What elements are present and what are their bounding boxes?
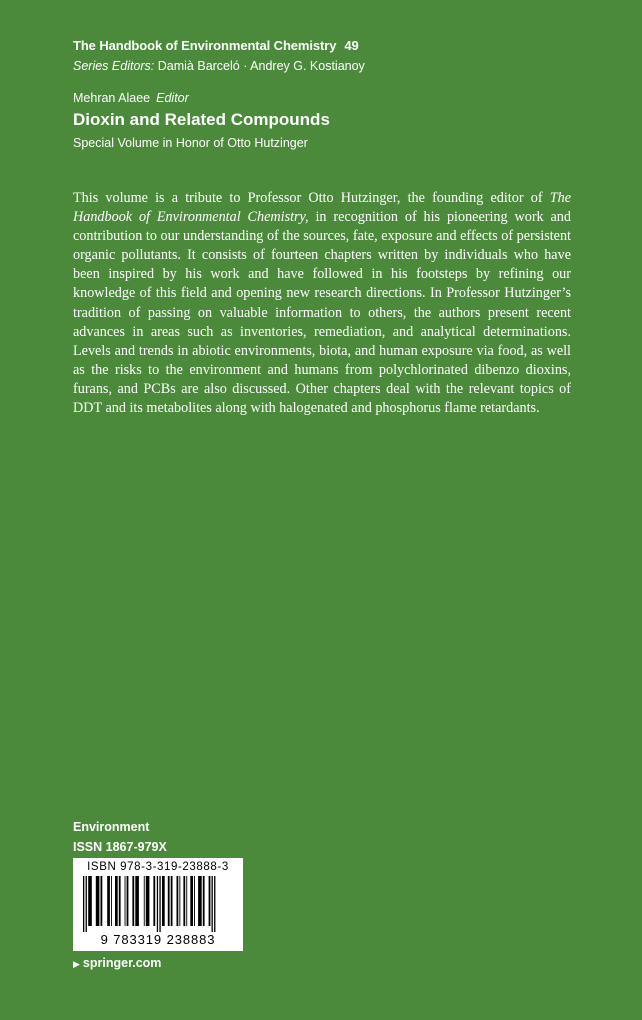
barcode-bar <box>157 876 158 932</box>
springer-website-link[interactable] <box>73 956 161 970</box>
series-title: The Handbook of Environmental Chemistry <box>73 38 337 53</box>
book-title: Dioxin and Related Compounds <box>73 110 330 129</box>
barcode-bar <box>135 876 139 926</box>
series-editors-label: Series Editors: <box>73 59 155 73</box>
barcode-bar <box>179 876 180 926</box>
blurb-text-rest: in recognition of his pioneering work and contribution to our understanding of the sources, fate, exposure and effects of persistent organic pollutants. It consists of fourteen chapters written by individuals who have been inspired by his work and have followed in his footsteps by refining our knowledge of this field and opening new research directions. In Professor Hutzinger’s tradition of passing on valuable information to others, the authors present recent advances in areas such as inventories, remediation, and analytical determinations. Levels and trends in abiotic environments, biota, and human exposure via food, as well as the risks to the environment and humans from polychlorinated dibenzo dioxins, furans, and PCBs are also discussed. Other chapters deal with the relevant topics of DDT and its metabolites along with halogenated and phosphorus flame retardants. <box>73 209 571 417</box>
barcode-bar <box>115 876 118 926</box>
series-volume: 49 <box>344 38 359 53</box>
barcode-digits: 9 783319 238883 <box>100 932 216 947</box>
barcode-bar <box>177 876 179 926</box>
volume-editor <box>73 91 189 105</box>
barcode-bar <box>125 876 126 926</box>
editor-name: Mehran Alaee <box>73 91 151 105</box>
blurb-text-start: This volume is a tribute to Professor Otto Hutzinger, the founding editor of <box>73 190 550 206</box>
isbn-label: ISBN 978-3-319-23888-3 <box>87 861 229 873</box>
barcode-bar <box>153 876 155 926</box>
barcode-bar <box>96 876 100 926</box>
barcode-bar <box>88 876 92 926</box>
blurb-italic-title: The Handbook of Environmental Chemistry, <box>73 190 571 226</box>
barcode-bar <box>183 876 185 926</box>
barcode-bar <box>101 876 103 926</box>
barcode-bar <box>214 876 215 932</box>
series-editors-names: Damià Barceló · Andrey G. Kostianoy <box>157 59 365 73</box>
barcode-bar <box>203 876 205 926</box>
barcode-bar <box>194 876 195 926</box>
series-header <box>73 38 359 53</box>
barcode-bar <box>144 876 145 926</box>
series-editors <box>73 59 365 73</box>
editor-role: Editor <box>156 91 189 105</box>
barcode-bar <box>212 876 213 932</box>
barcode-bar <box>132 876 134 926</box>
barcode-bar <box>209 876 211 926</box>
barcode-bar <box>168 876 170 926</box>
issn: ISSN 1867-979X <box>73 840 167 854</box>
barcode-bars <box>81 876 235 932</box>
triangle-right-icon: ▶ <box>73 959 80 969</box>
barcode-bar <box>186 876 187 926</box>
barcode-bar <box>171 876 173 926</box>
barcode-bar <box>159 876 160 932</box>
springer-website-text: springer.com <box>82 956 162 970</box>
barcode-bar <box>146 876 150 926</box>
barcode-bar <box>83 876 84 932</box>
barcode-bar <box>198 876 202 926</box>
barcode-bar <box>162 876 165 926</box>
subject-category: Environment <box>73 820 150 834</box>
book-subtitle: Special Volume in Honor of Otto Hutzinger <box>73 136 308 150</box>
barcode-bar <box>111 876 112 926</box>
barcode-bar <box>86 876 87 932</box>
barcode-bar <box>127 876 129 926</box>
barcode-bar <box>119 876 121 926</box>
description-blurb <box>73 189 571 418</box>
barcode-bar <box>190 876 193 926</box>
isbn-barcode <box>73 858 243 951</box>
barcode-bar <box>107 876 110 926</box>
